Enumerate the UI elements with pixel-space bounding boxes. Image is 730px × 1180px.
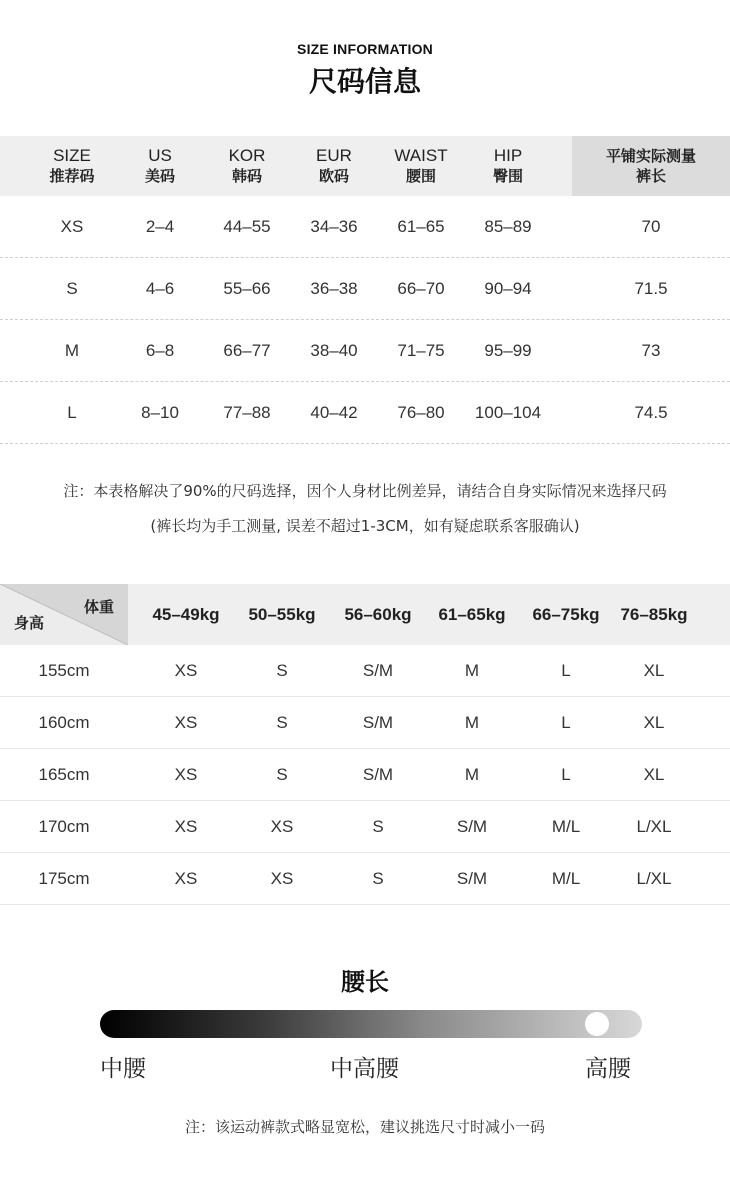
weight-header: 61–65kg xyxy=(438,604,506,624)
table-cell: 66–77 xyxy=(223,340,271,360)
waist-gauge-title: 腰长 xyxy=(341,968,389,996)
height-label: 身高 xyxy=(14,614,45,632)
table-row xyxy=(0,749,730,801)
table-cell: 36–38 xyxy=(310,278,358,298)
table-cell: XS xyxy=(174,712,198,732)
table-cell: 76–80 xyxy=(397,402,445,422)
weight-table-header xyxy=(0,584,730,645)
height-cell: 170cm xyxy=(38,816,90,836)
weight-header: 76–85kg xyxy=(620,604,688,624)
table-cell: L/XL xyxy=(636,868,672,888)
table-cell: XS xyxy=(270,816,294,836)
table-cell: S xyxy=(372,816,384,836)
table-cell: 90–94 xyxy=(484,278,532,298)
waist-rise-gauge xyxy=(100,1010,642,1038)
header-cell: KOR 韩码 xyxy=(228,146,266,185)
table-cell: 38–40 xyxy=(310,340,358,360)
table-row xyxy=(0,320,730,382)
table-row xyxy=(0,382,730,444)
table-cell: XS xyxy=(174,868,198,888)
table-row xyxy=(0,258,730,320)
header-cell: EUR 欧码 xyxy=(316,146,352,185)
table-cell: 2–4 xyxy=(145,216,175,236)
height-cell: 165cm xyxy=(38,764,90,784)
table-cell: L xyxy=(67,402,77,422)
size-table-header xyxy=(0,136,730,196)
size-note: 注：本表格解决了90%的尺码选择，因个人身材比例差异，请结合自身实际情况来选择尺码 xyxy=(63,482,667,500)
gauge-label-mid: 中腰 xyxy=(100,1056,146,1082)
table-cell: 66–70 xyxy=(397,278,445,298)
height-cell: 175cm xyxy=(38,868,90,888)
table-cell: S/M xyxy=(456,868,488,888)
table-cell: 34–36 xyxy=(310,216,358,236)
table-cell: S/M xyxy=(362,764,394,784)
height-cell: 155cm xyxy=(38,660,90,680)
table-cell: 85–89 xyxy=(484,216,532,236)
table-cell: S xyxy=(66,278,78,298)
table-row xyxy=(0,801,730,853)
fit-note: 注：该运动裤款式略显宽松，建议挑选尺寸时减小一码 xyxy=(184,1118,545,1136)
table-cell: XS xyxy=(174,660,198,680)
header-cell: 平铺实际测量 裤长 xyxy=(605,147,696,185)
table-cell: XS xyxy=(174,764,198,784)
table-row xyxy=(0,697,730,749)
table-cell: 95–99 xyxy=(484,340,532,360)
table-cell: 61–65 xyxy=(397,216,445,236)
table-cell: M xyxy=(64,340,80,360)
table-cell: S xyxy=(372,868,384,888)
table-cell: M xyxy=(464,764,480,784)
gauge-label-high: 高腰 xyxy=(585,1056,631,1082)
table-cell: 4–6 xyxy=(145,278,175,298)
table-cell: 74.5 xyxy=(634,402,668,422)
table-cell: 77–88 xyxy=(223,402,271,422)
table-cell: 73 xyxy=(641,340,661,360)
table-cell: XL xyxy=(643,660,665,680)
weight-label: 体重 xyxy=(83,598,114,616)
height-cell: 160cm xyxy=(38,712,90,732)
table-cell: L xyxy=(561,712,571,732)
table-row xyxy=(0,645,730,697)
table-cell: M xyxy=(464,660,480,680)
weight-header: 66–75kg xyxy=(532,604,600,624)
table-cell: 71–75 xyxy=(397,340,445,360)
table-cell: XS xyxy=(174,816,198,836)
header-cell: SIZE 推荐码 xyxy=(49,146,95,185)
header-cell: HIP 臀围 xyxy=(492,146,523,185)
table-cell: XS xyxy=(60,216,84,236)
gauge-label-mid-high: 中高腰 xyxy=(330,1056,399,1082)
table-cell: L xyxy=(561,764,571,784)
table-cell: S xyxy=(276,660,288,680)
table-cell: L xyxy=(561,660,571,680)
table-cell: S xyxy=(276,712,288,732)
table-cell: S xyxy=(276,764,288,784)
gauge-indicator xyxy=(585,1012,609,1036)
table-cell: 70 xyxy=(641,216,661,236)
table-cell: XS xyxy=(270,868,294,888)
size-table xyxy=(0,136,730,444)
table-cell: L/XL xyxy=(636,816,672,836)
table-row xyxy=(0,853,730,905)
table-cell: 8–10 xyxy=(141,402,179,422)
weight-header: 56–60kg xyxy=(344,604,412,624)
table-cell: 100–104 xyxy=(474,402,542,422)
title-en: SIZE INFORMATION xyxy=(297,41,433,57)
corner-cell xyxy=(0,584,128,645)
table-cell: S/M xyxy=(456,816,488,836)
table-cell: M/L xyxy=(551,816,581,836)
table-cell: M/L xyxy=(551,868,581,888)
header-cell: US 美码 xyxy=(144,146,175,185)
table-cell: 44–55 xyxy=(223,216,271,236)
table-cell: 6–8 xyxy=(145,340,175,360)
weight-header: 50–55kg xyxy=(248,604,316,624)
table-cell: XL xyxy=(643,764,665,784)
weight-height-table xyxy=(0,584,730,905)
table-cell: 40–42 xyxy=(310,402,358,422)
table-row xyxy=(0,196,730,258)
weight-header: 45–49kg xyxy=(152,604,220,624)
table-cell: 55–66 xyxy=(223,278,271,298)
table-cell: 71.5 xyxy=(634,278,668,298)
measurement-note: (裤长均为手工测量, 误差不超过1-3CM，如有疑虑联系客服确认) xyxy=(150,517,580,535)
header-cell: WAIST 腰围 xyxy=(394,146,448,185)
table-cell: S/M xyxy=(362,712,394,732)
table-cell: S/M xyxy=(362,660,394,680)
page-title: 尺码信息 xyxy=(308,65,421,98)
table-cell: XL xyxy=(643,712,665,732)
table-cell: M xyxy=(464,712,480,732)
